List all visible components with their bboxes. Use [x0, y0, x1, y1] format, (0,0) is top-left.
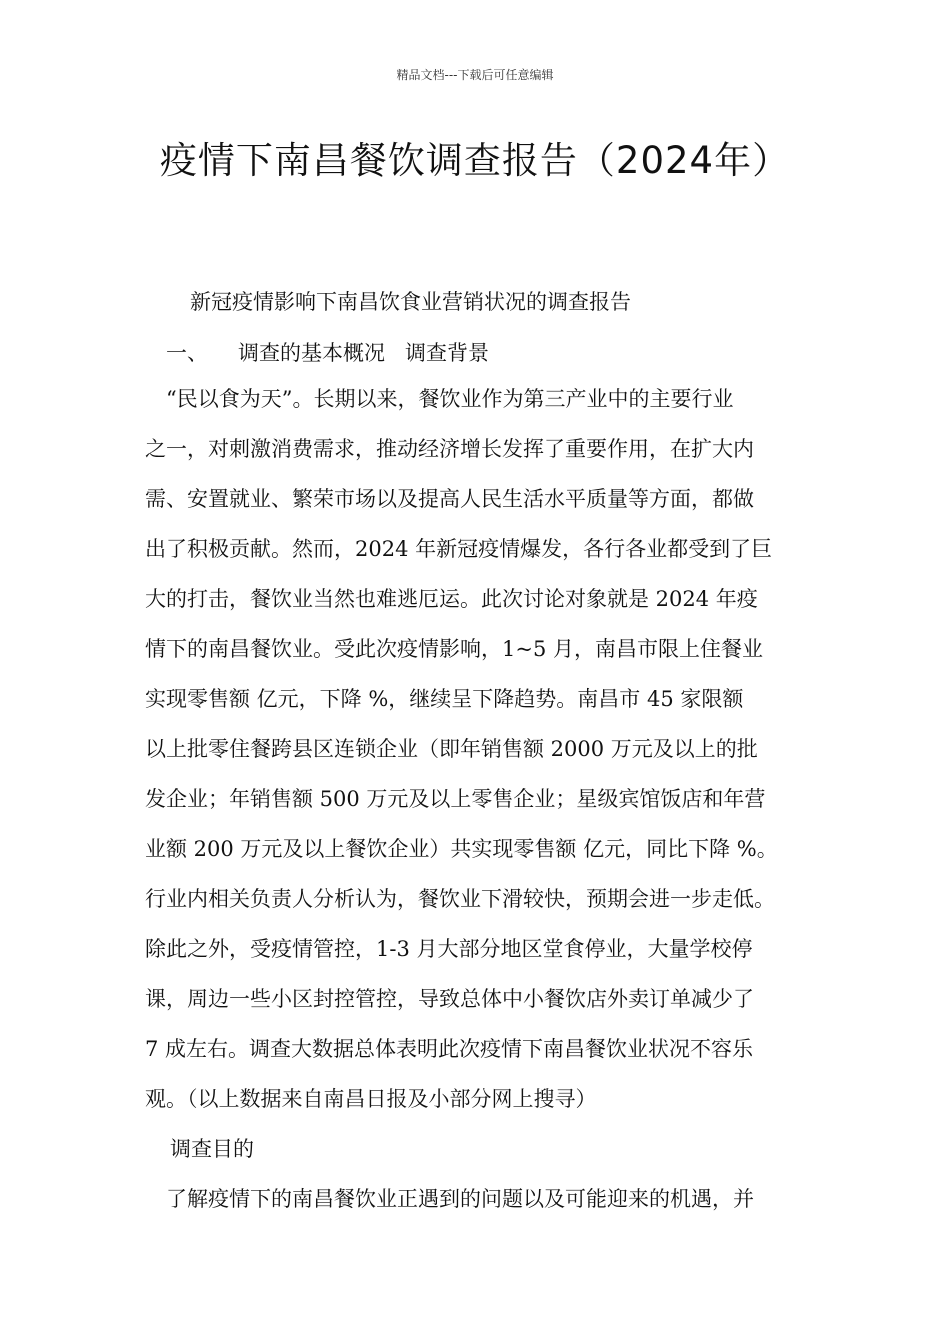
paragraph-line: 出了积极贡献。然而，2024 年新冠疫情爆发，各行各业都受到了巨 [145, 537, 773, 561]
paragraph-line: 观。（以上数据来自南昌日报及小部分网上搜寻） [145, 1087, 597, 1111]
paragraph-line: 实现零售额 亿元，下降 %，继续呈下降趋势。南昌市 45 家限额 [145, 687, 744, 711]
section-subheading: 调查背景 [405, 341, 489, 365]
document-title: 疫情下南昌餐饮调查报告（2024年） [159, 139, 791, 182]
header-note: 精品文档---下载后可任意编辑 [396, 68, 554, 82]
report-subtitle: 新冠疫情影响下南昌饮食业营销状况的调查报告 [190, 290, 631, 314]
paragraph-line: 之一，对刺激消费需求，推动经济增长发挥了重要作用，在扩大内 [145, 437, 754, 461]
paragraph-line: 除此之外，受疫情管控，1-3 月大部分地区堂食停业，大量学校停 [145, 937, 753, 961]
paragraph-line: 业额 200 万元及以上餐饮企业）共实现零售额 亿元，同比下降 %。 [145, 837, 778, 861]
paragraph-line: 了解疫情下的南昌餐饮业正遇到的问题以及可能迎来的机遇，并 [166, 1187, 754, 1211]
section-heading-1 [166, 337, 489, 367]
section-title: 调查的基本概况 [238, 341, 385, 365]
paragraph-line: 发企业；年销售额 500 万元及以上零售企业；星级宾馆饭店和年营 [145, 787, 766, 811]
paragraph-line: 需、安置就业、繁荣市场以及提高人民生活水平质量等方面，都做 [145, 487, 754, 511]
paragraph-line: 行业内相关负责人分析认为，餐饮业下滑较快，预期会进一步走低。 [145, 887, 775, 911]
section-number: 一、 [166, 341, 208, 365]
paragraph-line: 课，周边一些小区封控管控，导致总体中小餐饮店外卖订单减少了 [145, 987, 754, 1011]
paragraph-line: “民以食为天”。长期以来，餐饮业作为第三产业中的主要行业 [166, 387, 734, 411]
paragraph-line: 情下的南昌餐饮业。受此次疫情影响，1~5 月，南昌市限上住餐业 [145, 637, 763, 661]
paragraph-line: 以上批零住餐跨县区连锁企业（即年销售额 2000 万元及以上的批 [145, 737, 758, 761]
purpose-heading: 调查目的 [170, 1137, 254, 1161]
paragraph-line: 大的打击，餐饮业当然也难逃厄运。此次讨论对象就是 2024 年疫 [145, 587, 758, 611]
paragraph-line: 7 成左右。调查大数据总体表明此次疫情下南昌餐饮业状况不容乐 [145, 1037, 754, 1061]
